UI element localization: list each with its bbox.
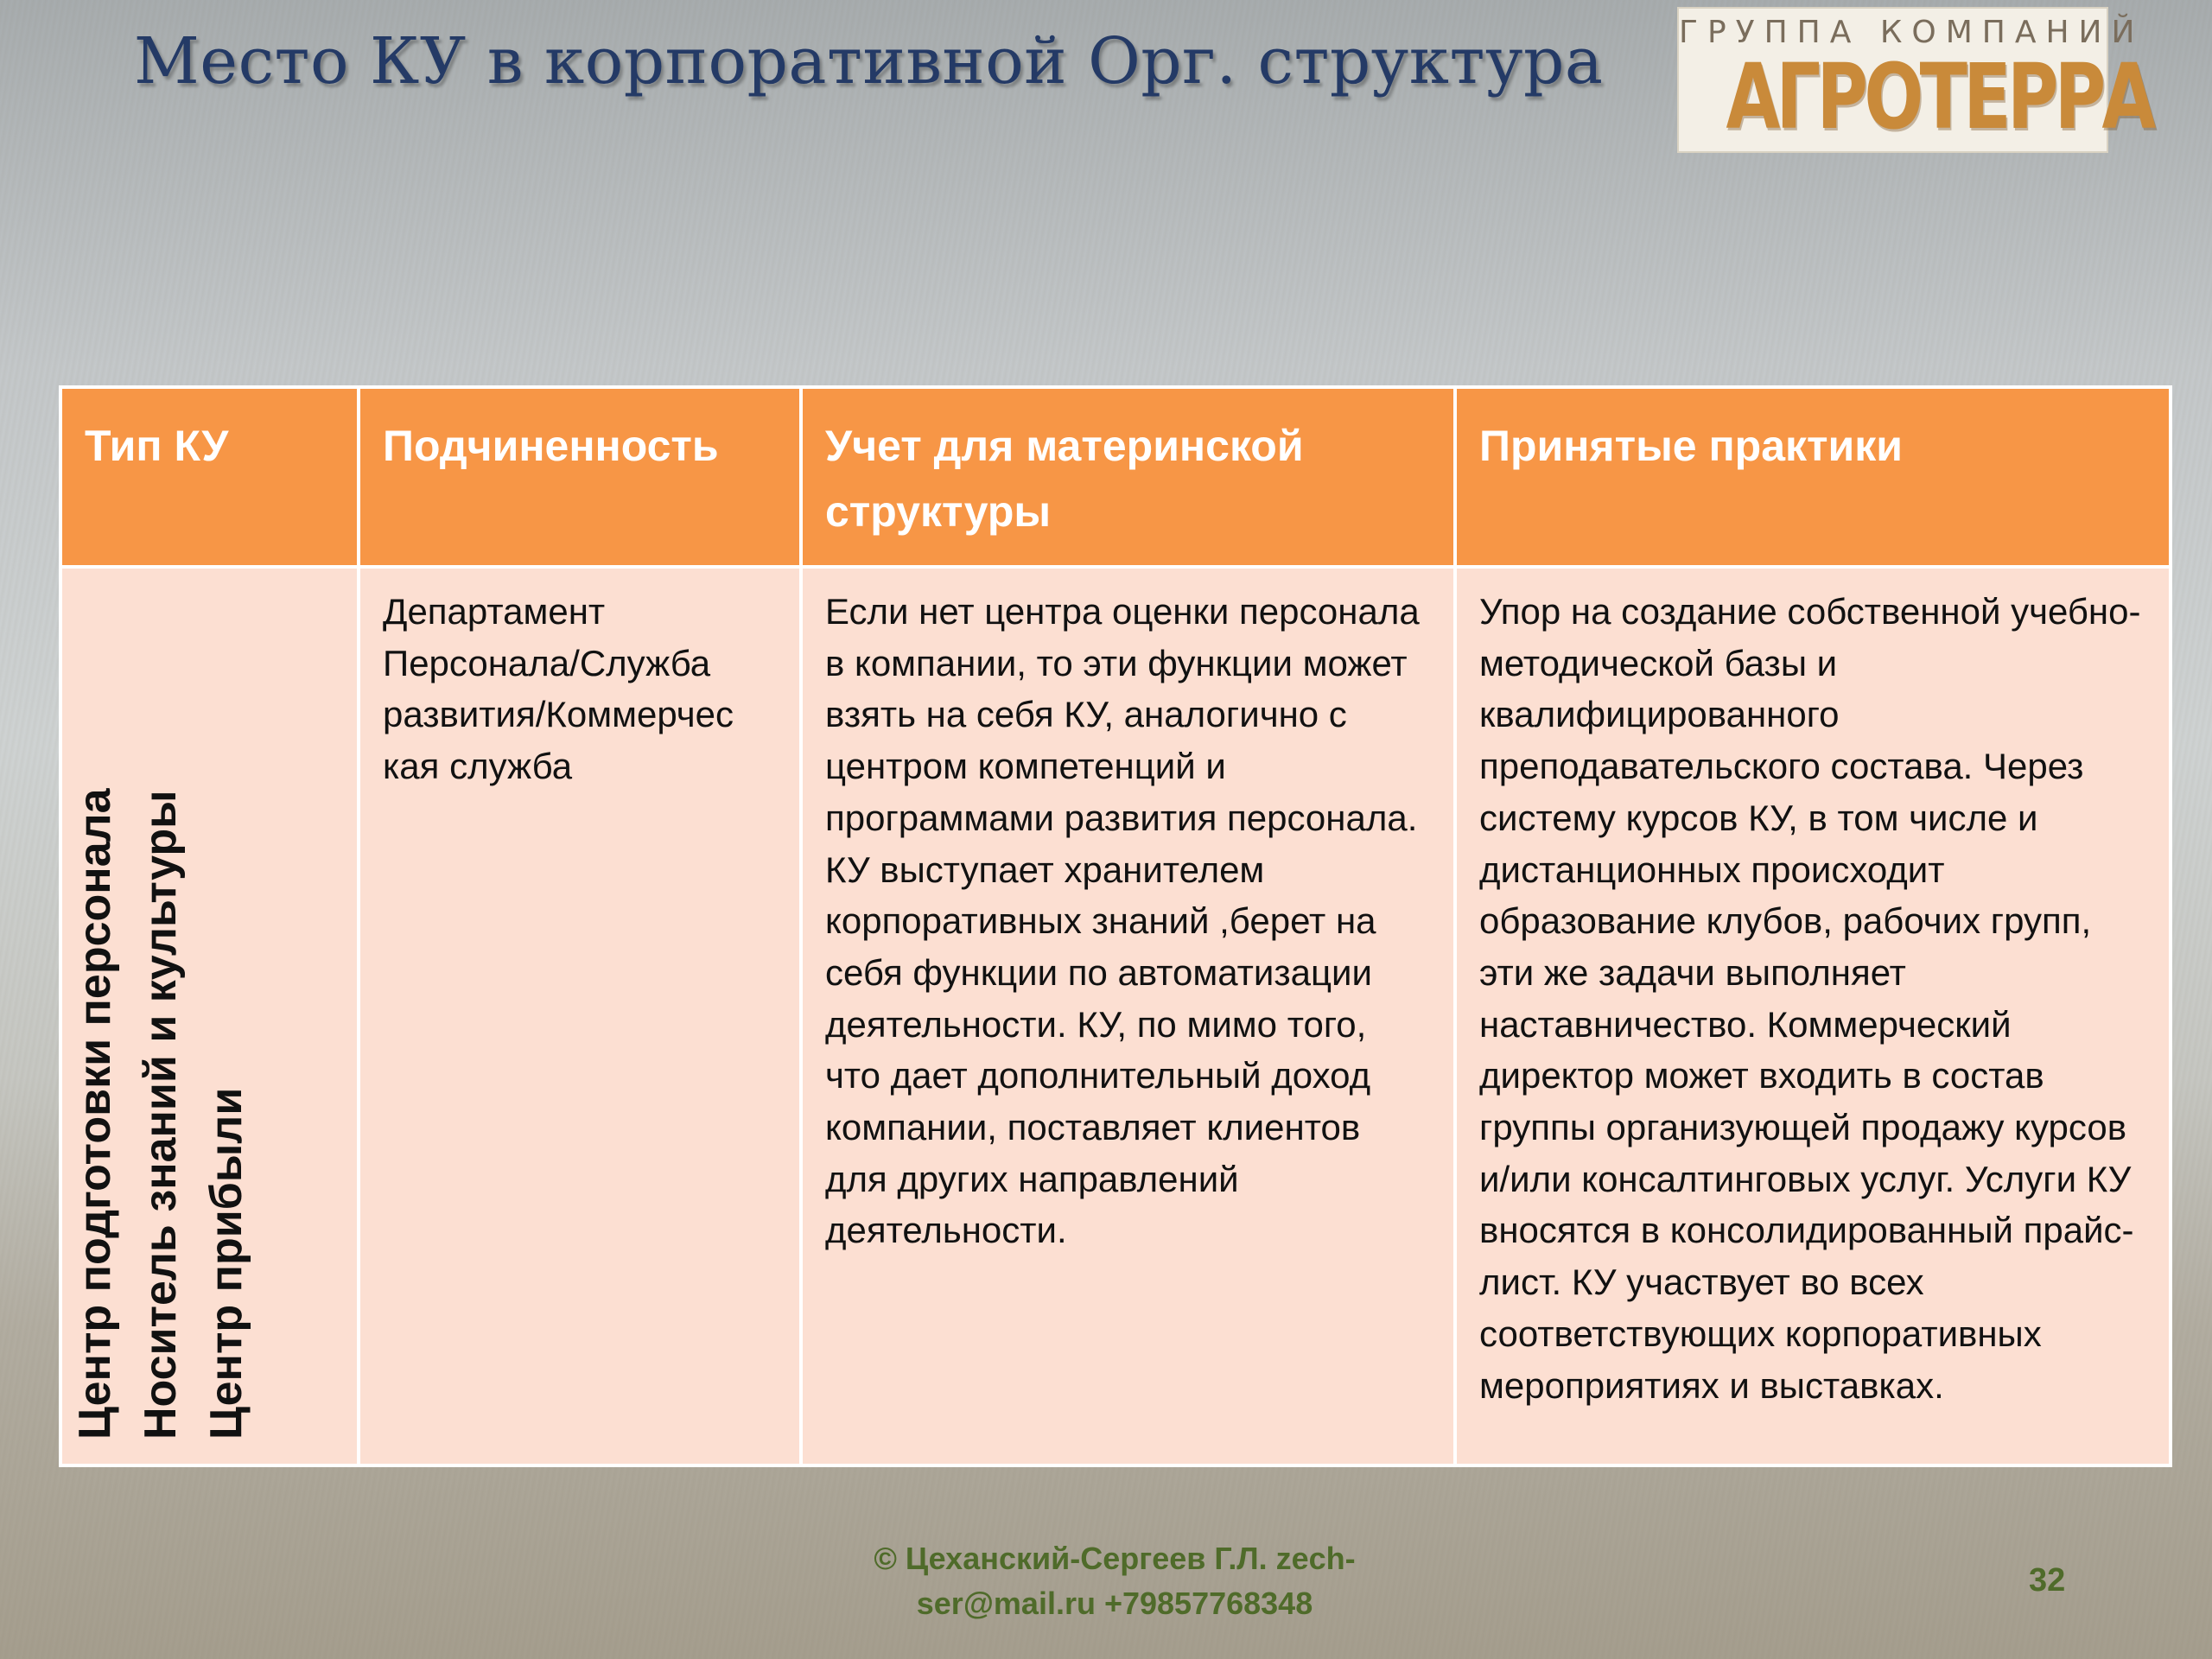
footer-copyright: © Цеханский-Сергеев Г.Л. zech-ser@mail.ru +79857768348 xyxy=(874,1541,1356,1621)
type-line-knowledge-carrier: Носитель знаний и культуры xyxy=(136,790,186,1440)
logo-top-text: ГРУППА КОМПАНИЙ xyxy=(1679,15,2145,50)
header-type: Тип КУ xyxy=(60,387,359,567)
type-line-training-center: Центр подготовки персонала xyxy=(70,788,120,1440)
type-line-profit-center: Центр прибыли xyxy=(201,1087,251,1440)
header-accounting: Учет для материнской структуры xyxy=(801,387,1455,567)
page-number: 32 xyxy=(2029,1562,2066,1599)
cell-accounting: Если нет центра оценки персонала в компании, то эти функции может взять на себя КУ, аналогично с центром компетенций и программами развития персонала. КУ выступает хранителем корпоративных знаний ,берет на себя функции по автоматизации деятельности. КУ, по мимо того, что дает дополнительный доход компании, поставляет клиентов для других направлений деятельности. xyxy=(801,567,1455,1465)
table-header-row xyxy=(60,387,2171,567)
cell-practices: Упор на создание собственной учебно-методической базы и квалифицированного преподавательского состава. Через систему курсов КУ, в том числе и дистанционных происходит образование клубов, рабочих групп, эти же задачи выполняет наставничество. Коммерческий директор может входить в состав группы организующей продажу курсов и/или консалтинговых услуг. Услуги КУ вносятся в консолидированный прайс-лист. КУ участвует во всех соответствующих корпоративных мероприятиях и выставках. xyxy=(1455,567,2171,1465)
logo-main-text: АГРОТЕРРА xyxy=(1726,44,2152,149)
cell-type xyxy=(60,567,359,1465)
agroterra-logo xyxy=(1679,9,2152,151)
table-row xyxy=(60,567,2171,1465)
slide-title: Место КУ в корпоративной Орг. структура xyxy=(134,24,1604,99)
header-practices: Принятые практики xyxy=(1455,387,2171,567)
header-subordination: Подчиненность xyxy=(359,387,801,567)
cell-subordination: Департамент Персонала/Служба развития/Коммерчес кая служба xyxy=(359,567,801,1465)
ku-table xyxy=(59,385,2172,1467)
